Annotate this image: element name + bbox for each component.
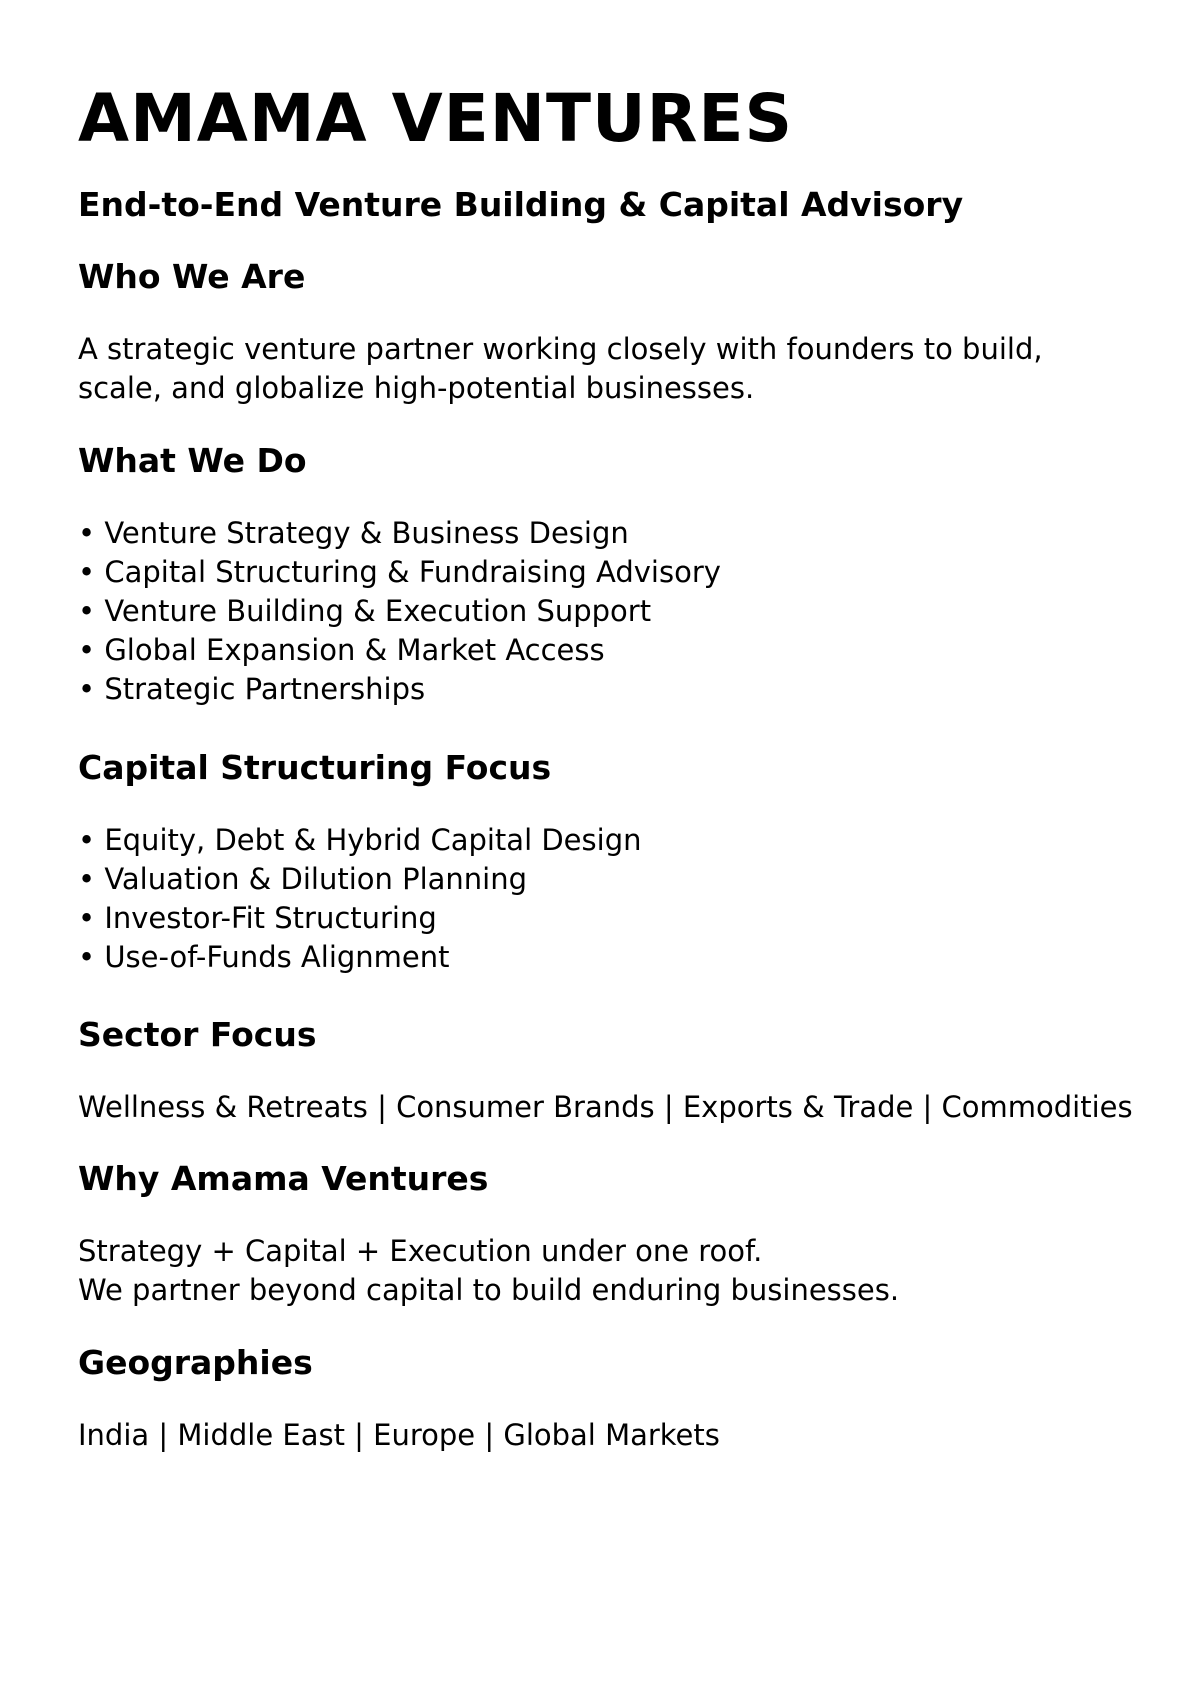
document-title: AMAMA VENTURES — [78, 80, 794, 157]
list-item: • Valuation & Dilution Planning — [78, 860, 641, 899]
geographies-text: India | Middle East | Europe | Global Markets — [78, 1418, 720, 1452]
list-item: • Equity, Debt & Hybrid Capital Design — [78, 821, 641, 860]
who-we-are-line: A strategic venture partner working closely with founders to build, — [78, 332, 1043, 366]
sector-focus-text: Wellness & Retreats | Consumer Brands | Exports & Trade | Commodities — [78, 1090, 1133, 1124]
list-item: • Use-of-Funds Alignment — [78, 938, 641, 977]
geographies-heading: Geographies — [78, 1343, 313, 1382]
why-amama-line: Strategy + Capital + Execution under one roof. — [78, 1234, 763, 1268]
why-amama-heading: Why Amama Ventures — [78, 1159, 489, 1198]
what-we-do-heading: What We Do — [78, 441, 307, 480]
sector-focus-heading: Sector Focus — [78, 1015, 317, 1054]
who-we-are-heading: Who We Are — [78, 257, 306, 296]
list-item: • Venture Building & Execution Support — [78, 592, 721, 631]
list-item: • Capital Structuring & Fundraising Advisory — [78, 553, 721, 592]
list-item: • Global Expansion & Market Access — [78, 631, 721, 670]
why-amama-line: We partner beyond capital to build enduring businesses. — [78, 1273, 900, 1307]
what-we-do-list — [78, 514, 721, 709]
list-item: • Investor-Fit Structuring — [78, 899, 641, 938]
document-subtitle: End-to-End Venture Building & Capital Advisory — [78, 185, 964, 224]
who-we-are-line: scale, and globalize high-potential businesses. — [78, 371, 755, 405]
why-amama-text — [78, 1232, 899, 1310]
capital-structuring-list — [78, 821, 641, 977]
capital-structuring-heading: Capital Structuring Focus — [78, 748, 552, 787]
who-we-are-text — [78, 330, 1043, 408]
list-item: • Strategic Partnerships — [78, 670, 721, 709]
list-item: • Venture Strategy & Business Design — [78, 514, 721, 553]
